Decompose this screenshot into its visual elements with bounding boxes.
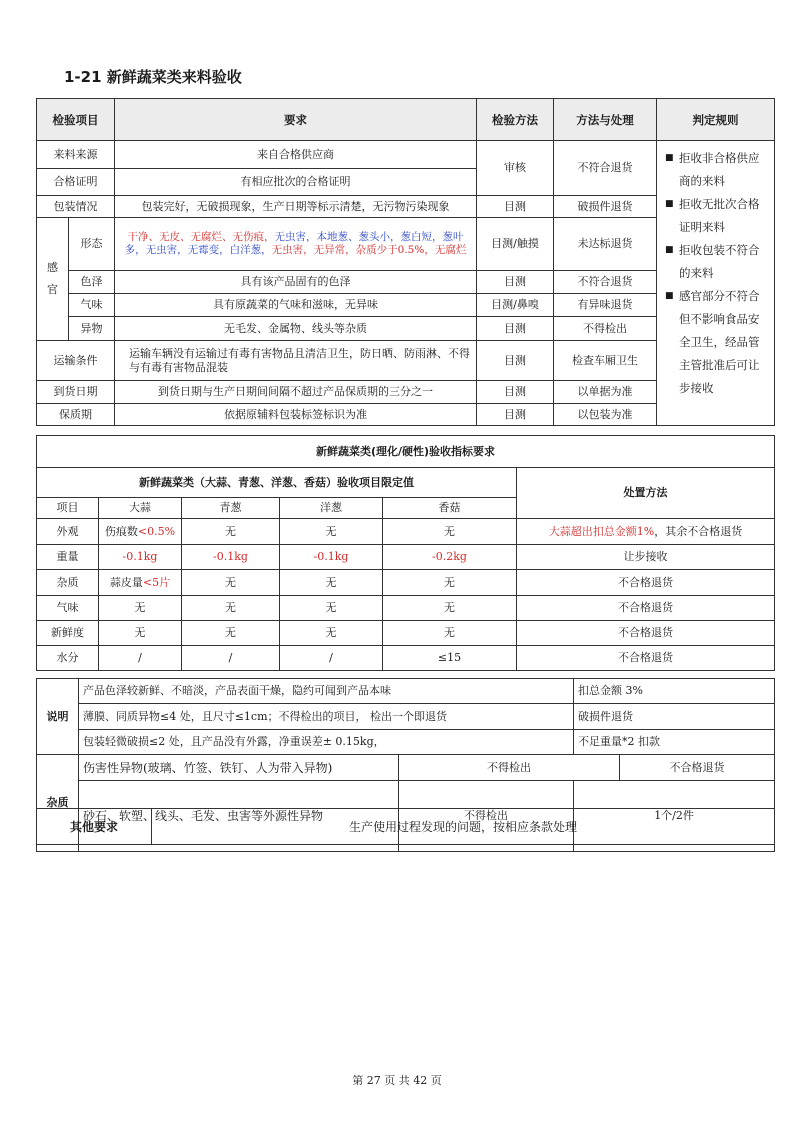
index-table-title: 新鲜蔬菜类(理化/硬性)验收指标要求 bbox=[37, 436, 775, 468]
row-color-method: 目测 bbox=[477, 271, 554, 294]
index-cell: 无 bbox=[280, 570, 383, 596]
shape-req-segment: 葱叶多，无虫害，无霉变，白洋葱， bbox=[124, 231, 464, 256]
index-row-item: 气味 bbox=[37, 596, 99, 621]
index-cell: / bbox=[280, 646, 383, 671]
shape-req-segment: 无虫害，无异常，杂质少于0.5%， bbox=[271, 244, 435, 256]
col-header-scallion: 青葱 bbox=[182, 498, 280, 519]
impurity-detect: 不得检出 bbox=[399, 781, 574, 852]
row-color-handling: 不符合退货 bbox=[554, 271, 657, 294]
index-cell: / bbox=[182, 646, 280, 671]
header-item: 检验项目 bbox=[37, 99, 115, 141]
index-cell: 无 bbox=[99, 621, 182, 646]
note-text: 薄膜、同质异物≤4 处，且尺寸≤1cm；不得检出的项目， 检出一个即退货 bbox=[79, 704, 574, 730]
row-shelf-req: 依据原辅料包装标签标识为准 bbox=[115, 404, 477, 426]
row-arrival-method: 目测 bbox=[477, 381, 554, 404]
row-transport-handling: 检查车厢卫生 bbox=[554, 341, 657, 381]
row-foreign-item: 异物 bbox=[69, 317, 115, 341]
row-shape-req bbox=[115, 218, 477, 271]
col-header-mushroom: 香菇 bbox=[383, 498, 517, 519]
row-package-item: 包装情况 bbox=[37, 196, 115, 218]
rule-item: ■ 拒收包装不符合的来料 bbox=[665, 239, 766, 285]
index-row-item: 重量 bbox=[37, 545, 99, 570]
page-title: 1-21 新鲜蔬菜类来料验收 bbox=[64, 68, 242, 86]
note-action: 扣总金额 3% bbox=[574, 679, 775, 704]
other-table bbox=[36, 808, 775, 845]
index-cell: 无 bbox=[383, 596, 517, 621]
index-cell: 无 bbox=[383, 570, 517, 596]
row-source-req: 来自合格供应商 bbox=[115, 141, 477, 169]
row-source-handling: 不符合退货 bbox=[554, 141, 657, 196]
index-handling: 大蒜超出扣总金额1%，其余不合格退货 bbox=[517, 519, 775, 545]
row-foreign-handling: 不得检出 bbox=[554, 317, 657, 341]
index-cell: -0.2kg bbox=[383, 545, 517, 570]
bullet-square-icon: ■ bbox=[665, 153, 674, 163]
row-source-item: 来料来源 bbox=[37, 141, 115, 169]
index-cell: / bbox=[99, 646, 182, 671]
impurity-action: 不合格退货 bbox=[620, 755, 775, 781]
impurity-qty: 1个/2件 bbox=[574, 781, 775, 852]
index-cell: 伤痕数<0.5% bbox=[99, 519, 182, 545]
row-shelf-handling: 以包装为准 bbox=[554, 404, 657, 426]
handling-header: 处置方法 bbox=[517, 468, 775, 519]
sensory-label-char: 感 bbox=[47, 261, 58, 274]
row-foreign-method: 目测 bbox=[477, 317, 554, 341]
row-arrival-handling: 以单据为准 bbox=[554, 381, 657, 404]
row-cert-req: 有相应批次的合格证明 bbox=[115, 169, 477, 196]
row-package-req: 包装完好，无破损现象，生产日期等标示清楚，无污物污染现象 bbox=[115, 196, 477, 218]
row-smell-req: 具有原蔬菜的气味和滋味，无异味 bbox=[115, 294, 477, 317]
row-smell-handling: 有异味退货 bbox=[554, 294, 657, 317]
row-transport-req: 运输车辆没有运输过有毒有害物品且清洁卫生，防日晒、防雨淋、不得与有毒有害物品混装 bbox=[115, 341, 477, 381]
row-transport-method: 目测 bbox=[477, 341, 554, 381]
bullet-square-icon: ■ bbox=[665, 199, 674, 209]
impurity-detect: 不得检出 bbox=[399, 755, 620, 781]
row-foreign-req: 无毛发、金属物、线头等杂质 bbox=[115, 317, 477, 341]
index-table-subtitle: 新鲜蔬菜类（大蒜、青葱、洋葱、香菇）验收项目限定值 bbox=[37, 468, 517, 498]
index-row-item: 外观 bbox=[37, 519, 99, 545]
index-cell: 无 bbox=[182, 621, 280, 646]
index-row-item: 杂质 bbox=[37, 570, 99, 596]
other-label: 其他要求 bbox=[37, 809, 152, 845]
index-cell: 无 bbox=[182, 570, 280, 596]
index-cell: -0.1kg bbox=[99, 545, 182, 570]
row-shelf-method: 目测 bbox=[477, 404, 554, 426]
header-method: 检验方法 bbox=[477, 99, 554, 141]
other-text: 生产使用过程发现的问题，按相应条款处理 bbox=[152, 809, 775, 845]
index-cell: 无 bbox=[280, 596, 383, 621]
shape-req-segment: 无虫害，本地葱、葱头小，葱白短， bbox=[274, 231, 443, 243]
index-cell: -0.1kg bbox=[280, 545, 383, 570]
index-cell: 无 bbox=[280, 519, 383, 545]
header-requirement: 要求 bbox=[115, 99, 477, 141]
index-cell: ≤15 bbox=[383, 646, 517, 671]
notes-label: 说明 bbox=[37, 679, 79, 755]
note-action: 破损件退货 bbox=[574, 704, 775, 730]
impurity-label: 杂质 bbox=[37, 755, 79, 852]
note-text: 包装轻微破损≤2 处，且产品没有外露，净重误差± 0.15kg， bbox=[79, 730, 574, 755]
index-cell: 无 bbox=[280, 621, 383, 646]
sensory-label bbox=[37, 218, 69, 341]
index-handling: 不合格退货 bbox=[517, 570, 775, 596]
header-rules: 判定规则 bbox=[657, 99, 775, 141]
bullet-square-icon: ■ bbox=[665, 291, 674, 301]
rule-item: ■ 拒收无批次合格证明来料 bbox=[665, 193, 766, 239]
bullet-square-icon: ■ bbox=[665, 245, 674, 255]
col-header-item: 项目 bbox=[37, 498, 99, 519]
row-shape-handling: 未达标退货 bbox=[554, 218, 657, 271]
index-handling: 不合格退货 bbox=[517, 621, 775, 646]
page-footer: 第 27 页 共 42 页 bbox=[352, 1074, 442, 1087]
rule-item: ■ 感官部分不符合但不影响食品安全卫生，经品管主管批准后可让步接收 bbox=[665, 285, 766, 400]
index-handling: 不合格退货 bbox=[517, 646, 775, 671]
impurity-text: 砂石、软塑、线头、毛发、虫害等外源性异物 bbox=[79, 781, 399, 852]
index-cell: 无 bbox=[383, 519, 517, 545]
row-package-method: 目测 bbox=[477, 196, 554, 218]
row-arrival-item: 到货日期 bbox=[37, 381, 115, 404]
shape-req-segment: 干净、无皮、无腐烂、无伤痕， bbox=[127, 231, 275, 243]
index-handling: 让步接收 bbox=[517, 545, 775, 570]
index-row-item: 水分 bbox=[37, 646, 99, 671]
row-package-handling: 破损件退货 bbox=[554, 196, 657, 218]
judgement-rules bbox=[657, 141, 775, 426]
note-action: 不足重量*2 扣款 bbox=[574, 730, 775, 755]
row-shape-item: 形态 bbox=[69, 218, 115, 271]
row-smell-method: 目测/鼻嗅 bbox=[477, 294, 554, 317]
row-color-item: 色泽 bbox=[69, 271, 115, 294]
rule-item: ■ 拒收非合格供应商的来料 bbox=[665, 147, 766, 193]
row-source-method: 审核 bbox=[477, 141, 554, 196]
row-cert-item: 合格证明 bbox=[37, 169, 115, 196]
index-cell: 蒜皮量<5片 bbox=[99, 570, 182, 596]
col-header-garlic: 大蒜 bbox=[99, 498, 182, 519]
index-cell: 无 bbox=[182, 596, 280, 621]
index-cell: 无 bbox=[182, 519, 280, 545]
sensory-label-char: 官 bbox=[47, 283, 58, 296]
row-smell-item: 气味 bbox=[69, 294, 115, 317]
index-row-item: 新鲜度 bbox=[37, 621, 99, 646]
row-shape-method: 目测/触摸 bbox=[477, 218, 554, 271]
index-handling: 不合格退货 bbox=[517, 596, 775, 621]
row-arrival-req: 到货日期与生产日期间间隔不超过产品保质期的三分之一 bbox=[115, 381, 477, 404]
col-header-onion: 洋葱 bbox=[280, 498, 383, 519]
row-shelf-item: 保质期 bbox=[37, 404, 115, 426]
index-table bbox=[36, 435, 775, 671]
index-cell: 无 bbox=[383, 621, 517, 646]
row-transport-item: 运输条件 bbox=[37, 341, 115, 381]
index-cell: -0.1kg bbox=[182, 545, 280, 570]
index-cell: 无 bbox=[99, 596, 182, 621]
header-handling: 方法与处理 bbox=[554, 99, 657, 141]
row-color-req: 具有该产品固有的色泽 bbox=[115, 271, 477, 294]
note-text: 产品色泽较新鲜、不暗淡，产品表面干燥，隐约可闻到产品本味 bbox=[79, 679, 574, 704]
impurity-text: 伤害性异物(玻璃、竹签、铁钉、人为带入异物) bbox=[79, 755, 399, 781]
shape-req-segment: 无腐烂 bbox=[434, 244, 467, 256]
inspection-table bbox=[36, 98, 775, 426]
